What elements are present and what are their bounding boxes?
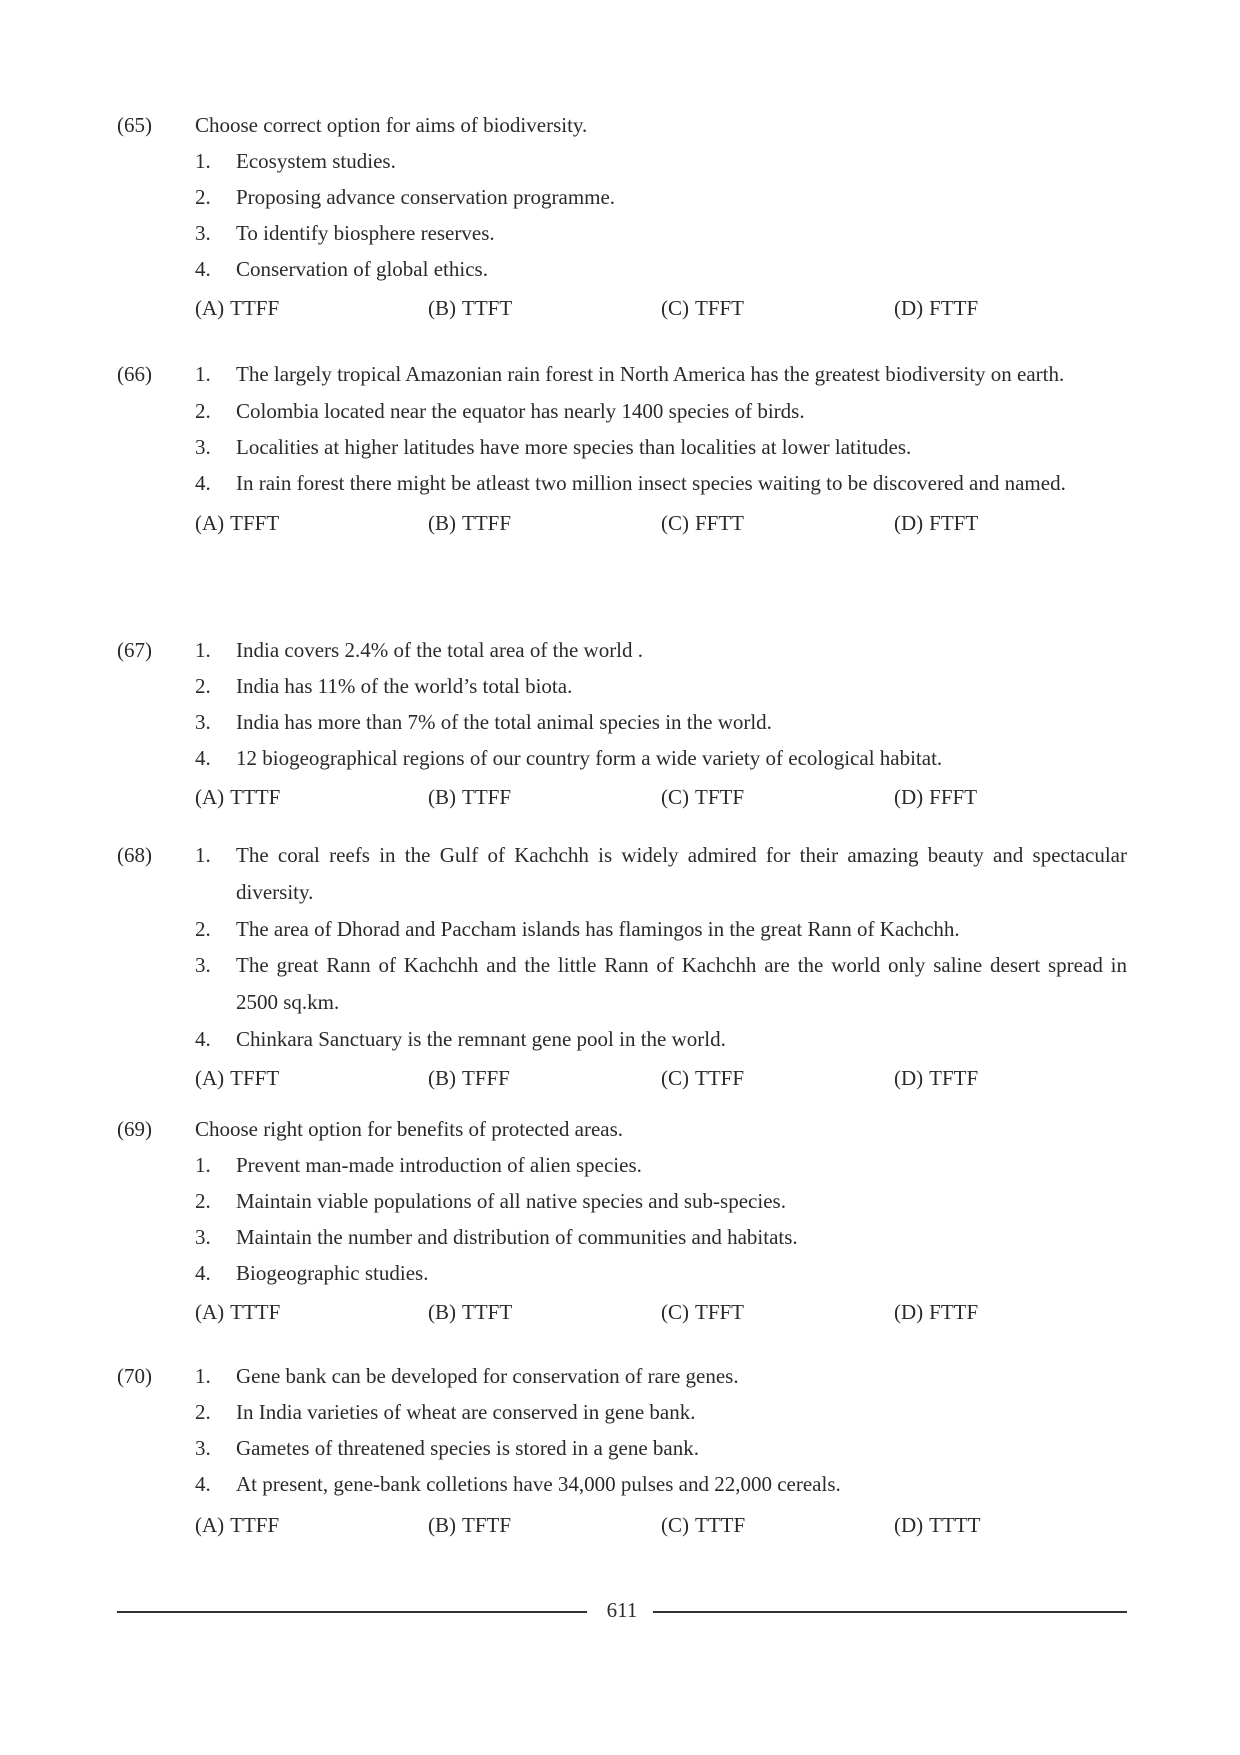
statement-text: India covers 2.4% of the total area of the world . [236, 638, 644, 662]
option-value: TTTF [230, 785, 281, 809]
option-label: (C) [661, 296, 689, 320]
option-b[interactable] [428, 1057, 661, 1099]
option-d[interactable] [894, 287, 1127, 329]
option-value: FTTF [929, 1300, 979, 1324]
option-value: TTFT [462, 296, 513, 320]
option-a[interactable] [195, 1502, 428, 1548]
statement-text: In rain forest there might be atleast two million insect species waiting to be discovered and named. [236, 471, 1066, 495]
page-number-wrapper [117, 1595, 1127, 1625]
statement-item [195, 1394, 1127, 1430]
option-value: FFTT [695, 511, 745, 535]
statement-text: The area of Dhorad and Paccham islands has flamingos in the great Rann of Kachchh. [236, 917, 960, 941]
option-value: TFFT [230, 1066, 280, 1090]
question-stem: Choose correct option for aims of biodiversity. [195, 113, 588, 137]
question-number: (65) [117, 113, 152, 137]
statement-text: To identify biosphere reserves. [236, 221, 495, 245]
statement-item [195, 668, 1127, 704]
statement-number: 3. [195, 710, 211, 734]
option-value: TTFF [695, 1066, 745, 1090]
statement-item [195, 837, 1127, 911]
answer-options [195, 1057, 1127, 1099]
statement-item [195, 632, 1127, 668]
statement-number: 2. [195, 1400, 211, 1424]
statement-text: Gametes of threatened species is stored in a gene bank. [236, 1436, 699, 1460]
answer-options [195, 287, 1127, 329]
option-value: TFFT [230, 511, 280, 535]
statement-text: The great Rann of Kachchh and the little Rann of Kachchh are the world only saline desert spread in 2500 sq.km. [236, 953, 1127, 1014]
answer-options [195, 1502, 1127, 1548]
option-label: (C) [661, 1513, 689, 1537]
statement-number: 2. [195, 185, 211, 209]
statement-item [195, 1147, 1127, 1183]
option-value: TTTF [695, 1513, 746, 1537]
option-value: TTFF [230, 1513, 280, 1537]
option-c[interactable] [661, 1057, 894, 1099]
option-label: (D) [894, 511, 924, 535]
option-value: TFFT [695, 1300, 745, 1324]
question-68 [117, 837, 1127, 1099]
option-c[interactable] [661, 1291, 894, 1333]
question-number: (67) [117, 638, 152, 662]
statement-item [195, 251, 1127, 287]
answer-options [195, 1291, 1127, 1333]
statement-number: 1. [195, 843, 211, 867]
option-c[interactable] [661, 776, 894, 818]
option-label: (B) [428, 785, 456, 809]
option-value: TFTF [929, 1066, 979, 1090]
option-value: TFFF [462, 1066, 510, 1090]
statement-item [195, 356, 1127, 393]
option-label: (A) [195, 1513, 225, 1537]
option-a[interactable] [195, 776, 428, 818]
statement-text: At present, gene-bank colletions have 34,000 pulses and 22,000 cereals. [236, 1472, 841, 1496]
question-number: (66) [117, 362, 152, 386]
option-label: (C) [661, 1066, 689, 1090]
statement-text: Maintain the number and distribution of communities and habitats. [236, 1225, 798, 1249]
option-label: (A) [195, 1300, 225, 1324]
statement-number: 4. [195, 746, 211, 770]
statement-item [195, 1430, 1127, 1466]
option-b[interactable] [428, 1291, 661, 1333]
option-label: (D) [894, 296, 924, 320]
statement-number: 4. [195, 257, 211, 281]
statement-text: India has more than 7% of the total animal species in the world. [236, 710, 772, 734]
question-65 [117, 107, 1127, 329]
statement-text: Maintain viable populations of all native species and sub-species. [236, 1189, 786, 1213]
statement-text: Chinkara Sanctuary is the remnant gene pool in the world. [236, 1027, 726, 1051]
option-d[interactable] [894, 1502, 1127, 1548]
statement-number: 3. [195, 221, 211, 245]
question-number: (68) [117, 843, 152, 867]
question-stem: Choose right option for benefits of protected areas. [195, 1117, 624, 1141]
statement-number: 2. [195, 917, 211, 941]
statement-text: Prevent man-made introduction of alien species. [236, 1153, 642, 1177]
option-label: (C) [661, 785, 689, 809]
statement-number: 4. [195, 1027, 211, 1051]
statement-number: 2. [195, 1189, 211, 1213]
option-b[interactable] [428, 776, 661, 818]
statement-number: 3. [195, 435, 211, 459]
statement-number: 4. [195, 471, 211, 495]
option-label: (D) [894, 1066, 924, 1090]
option-d[interactable] [894, 502, 1127, 544]
option-label: (C) [661, 511, 689, 535]
question-number: (70) [117, 1364, 152, 1388]
statement-item [195, 1021, 1127, 1057]
option-d[interactable] [894, 776, 1127, 818]
option-label: (D) [894, 1513, 924, 1537]
statement-text: The coral reefs in the Gulf of Kachchh is widely admired for their amazing beauty and spectacular diversity. [236, 843, 1127, 904]
option-c[interactable] [661, 287, 894, 329]
statement-text: Conservation of global ethics. [236, 257, 488, 281]
option-value: FFFT [929, 785, 978, 809]
statement-item [195, 740, 1127, 776]
statement-text: Localities at higher latitudes have more species than localities at lower latitudes. [236, 435, 912, 459]
statement-number: 3. [195, 953, 211, 977]
statement-number: 2. [195, 399, 211, 423]
statement-number: 1. [195, 638, 211, 662]
statement-item [195, 704, 1127, 740]
statement-number: 1. [195, 149, 211, 173]
statement-text: In India varieties of wheat are conserved in gene bank. [236, 1400, 696, 1424]
option-c[interactable] [661, 502, 894, 544]
option-label: (A) [195, 511, 225, 535]
page-number: 611 [595, 1598, 650, 1622]
option-b[interactable] [428, 502, 661, 544]
answer-options [195, 776, 1127, 818]
option-a[interactable] [195, 1291, 428, 1333]
question-66 [117, 356, 1127, 544]
option-c[interactable] [661, 1502, 894, 1548]
statement-number: 3. [195, 1225, 211, 1249]
option-d[interactable] [894, 1291, 1127, 1333]
option-b[interactable] [428, 287, 661, 329]
option-value: TTTT [929, 1513, 981, 1537]
statement-item [195, 911, 1127, 947]
statement-text: 12 biogeographical regions of our country form a wide variety of ecological habitat. [236, 746, 943, 770]
statement-item [195, 179, 1127, 215]
option-value: TTFF [462, 785, 512, 809]
question-67 [117, 632, 1127, 818]
statement-number: 1. [195, 1364, 211, 1388]
option-label: (D) [894, 785, 924, 809]
option-value: TFTF [695, 785, 745, 809]
answer-options [195, 502, 1127, 544]
option-b[interactable] [428, 1502, 661, 1548]
option-label: (B) [428, 1066, 456, 1090]
option-label: (B) [428, 296, 456, 320]
option-value: TFFT [695, 296, 745, 320]
statement-item [195, 1183, 1127, 1219]
option-label: (A) [195, 785, 225, 809]
option-value: FTTF [929, 296, 979, 320]
option-label: (A) [195, 1066, 225, 1090]
statement-text: Colombia located near the equator has nearly 1400 species of birds. [236, 399, 805, 423]
statement-item [195, 1255, 1127, 1291]
statement-number: 1. [195, 1153, 211, 1177]
statement-text: Gene bank can be developed for conservation of rare genes. [236, 1364, 739, 1388]
option-value: TFTF [462, 1513, 512, 1537]
option-value: TTTF [230, 1300, 281, 1324]
statement-text: Proposing advance conservation programme. [236, 185, 616, 209]
statement-item [195, 393, 1127, 429]
option-label: (A) [195, 296, 225, 320]
option-value: TTFF [230, 296, 280, 320]
option-a[interactable] [195, 502, 428, 544]
statement-item [195, 1358, 1127, 1394]
statement-number: 4. [195, 1261, 211, 1285]
option-a[interactable] [195, 287, 428, 329]
statement-item [195, 465, 1127, 502]
option-value: FTFT [929, 511, 979, 535]
page-footer [117, 1595, 1127, 1625]
question-70 [117, 1358, 1127, 1548]
option-label: (B) [428, 511, 456, 535]
statement-item [195, 215, 1127, 251]
option-value: TTFF [462, 511, 512, 535]
option-a[interactable] [195, 1057, 428, 1099]
statement-number: 1. [195, 362, 211, 386]
question-number: (69) [117, 1117, 152, 1141]
statement-number: 3. [195, 1436, 211, 1460]
statement-item [195, 429, 1127, 465]
statement-number: 2. [195, 674, 211, 698]
statement-item [195, 143, 1127, 179]
statement-item [195, 1466, 1127, 1502]
option-label: (C) [661, 1300, 689, 1324]
statement-item [195, 947, 1127, 1021]
option-value: TTFT [462, 1300, 513, 1324]
option-d[interactable] [894, 1057, 1127, 1099]
option-label: (B) [428, 1300, 456, 1324]
option-label: (D) [894, 1300, 924, 1324]
statement-text: The largely tropical Amazonian rain forest in North America has the greatest biodiversity on earth. [236, 362, 1065, 386]
question-69 [117, 1111, 1127, 1333]
statement-text: Ecosystem studies. [236, 149, 396, 173]
statement-number: 4. [195, 1472, 211, 1496]
statement-item [195, 1219, 1127, 1255]
statement-text: India has 11% of the world’s total biota. [236, 674, 573, 698]
statement-text: Biogeographic studies. [236, 1261, 429, 1285]
option-label: (B) [428, 1513, 456, 1537]
